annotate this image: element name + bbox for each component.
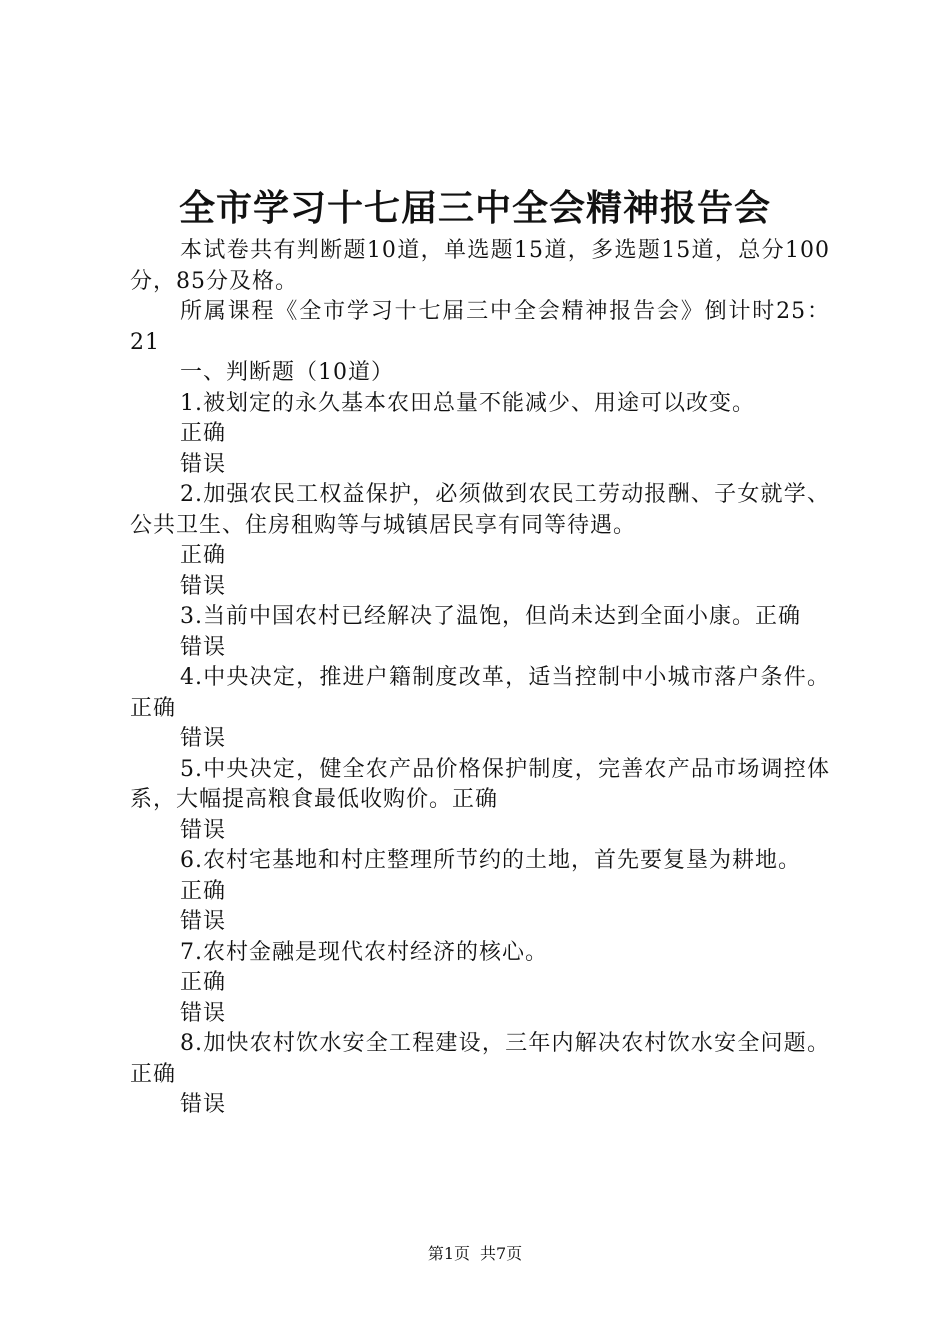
question-text: 7.农村金融是现代农村经济的核心。 [180, 939, 548, 965]
option-wrong[interactable]: 错误 [180, 1092, 227, 1117]
question-text: 5.中央决定，健全农产品价格保护制度，完善农产品市场调控体系，大幅提高粮食最低收购价。正确 [130, 756, 830, 812]
question-text: 8.加快农村饮水安全工程建设，三年内解决农村饮水安全问题。正确 [130, 1031, 830, 1087]
page-footer [0, 1243, 950, 1265]
option-correct[interactable]: 正确 [180, 970, 227, 995]
option-correct[interactable]: 正确 [180, 878, 227, 904]
question-text: 4.中央决定，推进户籍制度改革，适当控制中小城市落户条件。正确 [130, 665, 830, 721]
question-text: 1.被划定的永久基本农田总量不能减少、用途可以改变。 [180, 390, 755, 416]
section-heading: 一、判断题（10道） [180, 360, 394, 385]
option-correct[interactable]: 正确 [180, 543, 227, 568]
option-wrong[interactable]: 错误 [180, 634, 227, 660]
page-title: 全市学习十七届三中全会精神报告会 [178, 187, 771, 229]
exam-intro: 本试卷共有判断题10道，单选题15道，多选题15道，总分100分，85分及格。 [130, 238, 830, 294]
question-text: 2.加强农民工权益保护，必须做到农民工劳动报酬、子女就学、公共卫生、住房租购等与城镇居民享有同等待遇。 [130, 482, 830, 538]
option-wrong[interactable]: 错误 [180, 1000, 227, 1026]
question-text: 3.当前中国农村已经解决了温饱，但尚未达到全面小康。正确 [180, 604, 801, 629]
option-wrong[interactable]: 错误 [180, 451, 227, 477]
document-body [130, 236, 830, 1121]
option-correct[interactable]: 正确 [180, 421, 227, 446]
option-wrong[interactable]: 错误 [180, 573, 227, 599]
option-wrong[interactable]: 错误 [180, 909, 227, 934]
option-wrong[interactable]: 错误 [180, 726, 227, 751]
option-wrong[interactable]: 错误 [180, 817, 227, 843]
question-text: 6.农村宅基地和村庄整理所节约的土地，首先要复垦为耕地。 [180, 848, 801, 873]
page-number: 第1页 [427, 1244, 470, 1263]
course-line: 所属课程《全市学习十七届三中全会精神报告会》倒计时25：21 [130, 299, 830, 355]
page-total: 共7页 [480, 1244, 523, 1263]
